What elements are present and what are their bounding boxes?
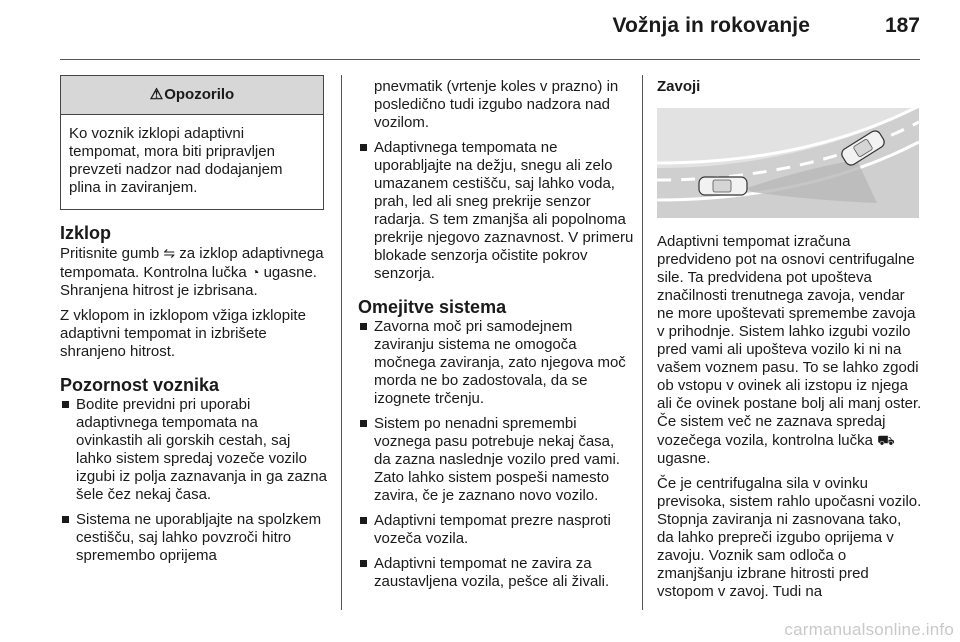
- zavoji-text-a: Adaptivni tempomat izračuna predvideno pot na osnovi centrifugalne sile. Ta predvidena pot upošteva značilnosti trenutnega zavoja, vendar ne more upoštevati spremembe zavoja v prihodnje. Sistem lahko izgubi vozilo pred vami ali upošteva vozilo ki ni na vašem voznem pasu. To se lahko zgodi ob vstopu v ovinek ali izstopu iz njega ali če ovinek postane bolj ali manj oster. Če sistem več ne zaznava spredaj vozečega vozila, kontrolna lučka: [657, 233, 922, 449]
- subheading-zavoji: Zavoji: [657, 78, 701, 95]
- warning-header: [61, 76, 323, 115]
- continuation-text: pnevmatik (vrtenje koles v prazno) in posledično tudi izgubo nadzora nad vozilom.: [374, 78, 619, 131]
- izklop-text-a: Pritisnite gumb: [60, 245, 160, 262]
- curve-illustration: [657, 108, 919, 218]
- list-item: Zavorna moč pri samodejnem zaviranju sistema ne omogoča močnega zaviranja, zato njegova moč morda ne bo zadostovala, da se izognete trčenju.: [358, 318, 634, 408]
- izklop-text-c: ugasne. Shranjena hitrost je izbrisana.: [60, 264, 317, 299]
- warning-body: Ko voznik izklopi adaptivni tempomat, mora biti pripravljen prevzeti nadzor nad dodajanjem plina in zaviranjem.: [69, 125, 283, 196]
- cruise-indicator-icon: ◔: [250, 264, 260, 280]
- list-item: Adaptivni tempomat ne zavira za zaustavljena vozila, pešce ali živali.: [358, 555, 634, 591]
- izklop-paragraph-1: [60, 244, 328, 300]
- zavoji-paragraph-1: [657, 233, 922, 468]
- warning-box: [60, 75, 324, 210]
- warning-title: Opozorilo: [164, 86, 235, 103]
- column-divider-2: [642, 75, 643, 610]
- list-item: Bodite previdni pri uporabi adaptivnega tempomata na ovinkastih ali gorskih cestah, saj lahko sistem spredaj vozeče vozilo izgubi iz polja zaznavanja in ga zazna šele čez nekaj časa.: [60, 396, 328, 504]
- section-heading-omejitve: Omejitve sistema: [358, 297, 507, 317]
- column-divider-1: [341, 75, 342, 610]
- izklop-text-b: za izklop adaptivnega tempomata. Kontrolna lučka: [60, 245, 324, 281]
- middle-list-1: [358, 139, 634, 283]
- column-middle: [358, 78, 634, 598]
- vehicle-ahead-icon: ⛟: [877, 432, 895, 448]
- list-item: Sistem po nenadni spremembi voznega pasu potrebuje nekaj časa, da zazna naslednje vozilo pred vami. Zato lahko sistem pospeši namesto zavira, če je zaznano novo vozilo.: [358, 415, 634, 505]
- izklop-paragraph-2: Z vklopom in izklopom vžiga izklopite adaptivni tempomat in izbrišete shranjeno hitrost.: [60, 307, 306, 360]
- column-left: [60, 75, 328, 572]
- page-number: 187: [884, 14, 920, 37]
- header-rule: [60, 59, 920, 60]
- section-heading-izklop: Izklop: [60, 223, 112, 243]
- list-item: Adaptivnega tempomata ne uporabljajte na dežju, snegu ali zelo umazanem cestišču, saj lahko voda, prah, led ali sneg prekrije senzor radarja. S tem zmanjša ali popolnoma prekrije njegovo zaznavnost. V primeru blokade senzorja očistite pokrov senzorja.: [358, 139, 634, 283]
- warning-triangle-icon: ⚠: [149, 86, 164, 103]
- column-right: [657, 78, 922, 608]
- cruise-cancel-icon: ⇋: [163, 245, 176, 261]
- zavoji-text-b: ugasne.: [657, 450, 711, 467]
- list-item: Adaptivni tempomat prezre nasproti vozeča vozila.: [358, 512, 634, 548]
- header-title: Vožnja in rokovanje: [612, 14, 810, 37]
- zavoji-paragraph-2: Če je centrifugalna sila v ovinku previsoka, sistem rahlo upočasni vozilo. Stopnja zaviranja ni zasnovana tako, da lahko prepreči izgubo oprijema v zavoju. Voznik sam odloča o zmanjšanju izbrane hitrosti pred vstopom v zavoj. Tudi na: [657, 475, 922, 600]
- section-heading-pozornost: Pozornost voznika: [60, 375, 220, 395]
- watermark: carmanualsonline.info: [784, 620, 954, 639]
- pozornost-list: [60, 396, 328, 565]
- own-car-icon: [699, 177, 747, 195]
- omejitve-list: [358, 318, 634, 591]
- list-item: Sistema ne uporabljajte na spolzkem cestišču, saj lahko povzroči hitro spremembo oprijema: [60, 511, 328, 565]
